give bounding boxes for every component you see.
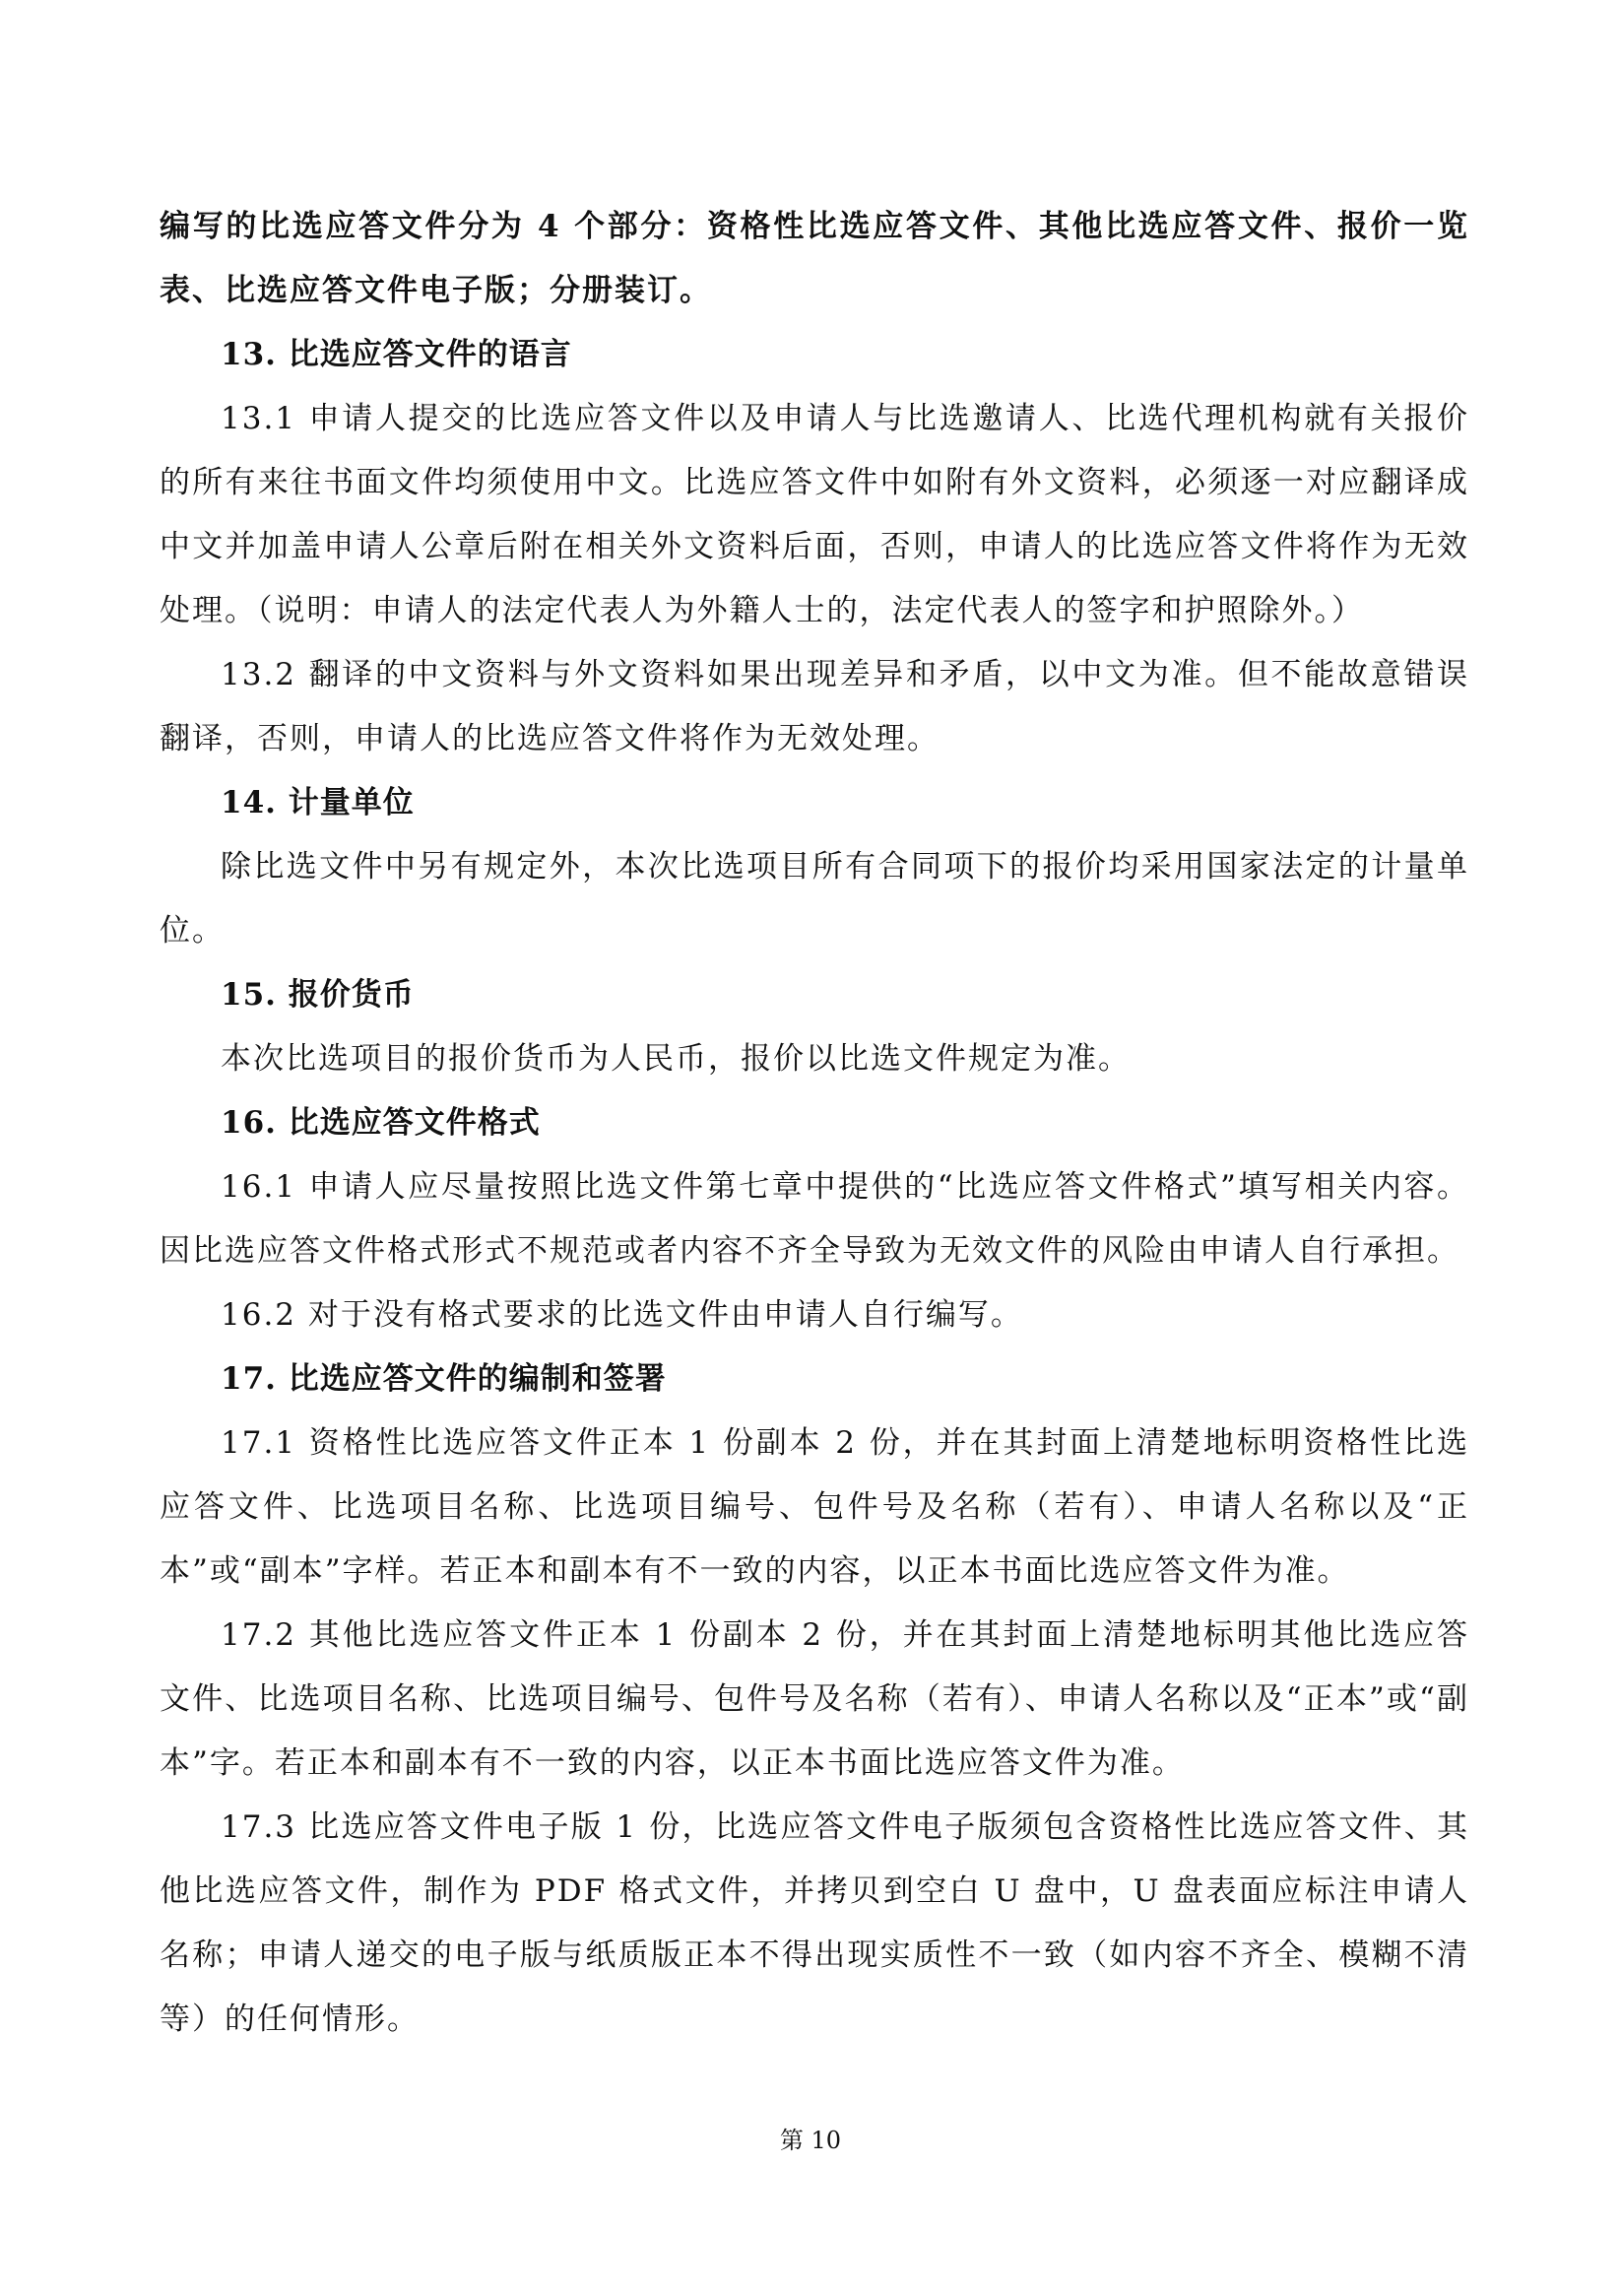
clause-14: 除比选文件中另有规定外，本次比选项目所有合同项下的报价均采用国家法定的计量单位。 xyxy=(160,849,1469,949)
document-body xyxy=(160,195,1469,2052)
section-heading-17: 17. 比选应答文件的编制和签署 xyxy=(221,1361,667,1397)
section-heading-13: 13. 比选应答文件的语言 xyxy=(221,337,572,372)
clause-13-2: 13.2 翻译的中文资料与外文资料如果出现差异和矛盾，以中文为准。但不能故意错误翻译，否则，申请人的比选应答文件将作为无效处理。 xyxy=(160,657,1469,756)
clause-15: 本次比选项目的报价货币为人民币，报价以比选文件规定为准。 xyxy=(221,1041,1131,1077)
clause-17-3: 17.3 比选应答文件电子版 1 份，比选应答文件电子版须包含资格性比选应答文件、其他比选应答文件，制作为 PDF 格式文件，并拷贝到空白 U 盘中，U 盘表面应标注申请人名称；申请人递交的电子版与纸质版正本不得出现实质性不一致（如内容不齐全、模糊不清等）的任何情形。 xyxy=(160,1809,1469,2037)
intro-paragraph: 编写的比选应答文件分为 4 个部分：资格性比选应答文件、其他比选应答文件、报价一览表、比选应答文件电子版；分册装订。 xyxy=(160,209,1469,308)
section-heading-16: 16. 比选应答文件格式 xyxy=(221,1105,541,1141)
clause-13-1: 13.1 申请人提交的比选应答文件以及申请人与比选邀请人、比选代理机构就有关报价的所有来往书面文件均须使用中文。比选应答文件中如附有外文资料，必须逐一对应翻译成中文并加盖申请人公章后附在相关外文资料后面，否则，申请人的比选应答文件将作为无效处理。（说明：申请人的法定代表人为外籍人士的，法定代表人的签字和护照除外。） xyxy=(160,401,1469,628)
page-number: 第 10 xyxy=(779,2127,842,2154)
clause-16-2: 16.2 对于没有格式要求的比选文件由申请人自行编写。 xyxy=(221,1297,1023,1333)
clause-16-1: 16.1 申请人应尽量按照比选文件第七章中提供的“比选应答文件格式”填写相关内容。因比选应答文件格式形式不规范或者内容不齐全导致为无效文件的风险由申请人自行承担。 xyxy=(160,1169,1469,1269)
section-heading-15: 15. 报价货币 xyxy=(221,977,415,1013)
section-heading-14: 14. 计量单位 xyxy=(221,785,415,820)
clause-17-2: 17.2 其他比选应答文件正本 1 份副本 2 份，并在其封面上清楚地标明其他比选应答文件、比选项目名称、比选项目编号、包件号及名称（若有）、申请人名称以及“正本”或“副本”字。若正本和副本有不一致的内容，以正本书面比选应答文件为准。 xyxy=(160,1617,1469,1781)
clause-17-1: 17.1 资格性比选应答文件正本 1 份副本 2 份，并在其封面上清楚地标明资格性比选应答文件、比选项目名称、比选项目编号、包件号及名称（若有）、申请人名称以及“正本”或“副本”字样。若正本和副本有不一致的内容，以正本书面比选应答文件为准。 xyxy=(160,1425,1469,1589)
